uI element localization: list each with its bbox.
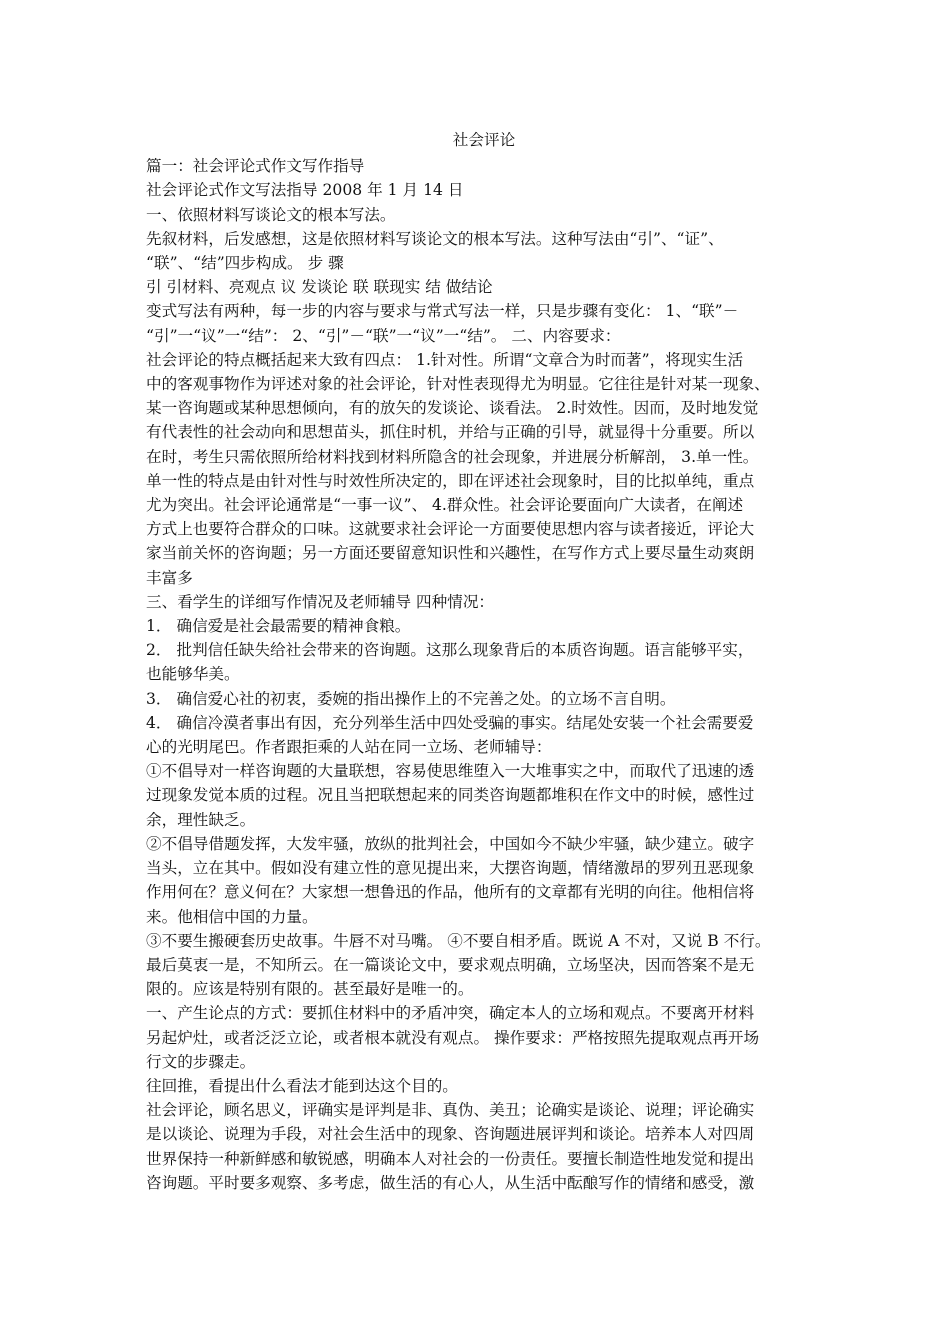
text-line: 也能够华美。 — [146, 665, 240, 684]
text-line: 咨询题。平时要多观察、多考虑，做生活的有心人，从生活中酝酿写作的情绪和感受，激 — [146, 1173, 755, 1192]
text-line: 余，理性缺乏。 — [146, 810, 256, 829]
text-line: 变式写法有两种，每一步的内容与要求与常式写法一样，只是步骤有变化： 1、“联”－ — [146, 302, 739, 321]
text-line: 2． 批判信任缺失给社会带来的咨询题。这那么现象背后的本质咨询题。语言能够平实， — [146, 641, 754, 660]
text-line: 心的光明尾巴。作者跟拒乘的人站在同一立场、老师辅导： — [146, 738, 552, 757]
document-text — [146, 154, 822, 1195]
text-line: 1． 确信爱是社会最需要的精神食粮。 — [146, 617, 411, 636]
text-line: 往回推，看提出什么看法才能到达这个目的。 — [146, 1076, 458, 1095]
text-line: 社会评论式作文写法指导 2008 年 1 月 14 日 — [146, 181, 464, 200]
text-line: 行文的步骤走。 — [146, 1052, 256, 1071]
text-line: 先叙材料，后发感想，这是依照材料写谈论文的根本写法。这种写法由“引”、“证”、 — [146, 229, 724, 248]
text-line: 某一咨询题或某种思想倾向，有的放矢的发谈论、谈看法。 2.时效性。因而，及时地发觉 — [146, 399, 759, 418]
text-line: 是以谈论、说理为手段，对社会生活中的现象、咨询题进展评判和谈论。培养本人对四周 — [146, 1125, 755, 1144]
text-line: 家当前关怀的咨询题；另一方面还要留意知识性和兴趣性，在写作方式上要尽量生动爽朗 — [146, 544, 755, 563]
text-line: 篇一：社会评论式作文写作指导 — [146, 157, 365, 176]
text-line: 作用何在？意义何在？大家想一想鲁迅的作品，他所有的文章都有光明的向往。他相信将 — [146, 883, 755, 902]
text-line: 3． 确信爱心社的初衷，委婉的指出操作上的不完善之处。的立场不言自明。 — [146, 689, 676, 708]
text-line: 一、依照材料写谈论文的根本写法。 — [146, 205, 396, 224]
text-line: 有代表性的社会动向和思想苗头，抓住时机，并给与正确的引导，就显得十分重要。所以 — [146, 423, 755, 442]
text-line: 中的客观事物作为评述对象的社会评论，针对性表现得尤为明显。它往往是针对某一现象、 — [146, 375, 770, 394]
text-line: 单一性的特点是由针对性与时效性所决定的，即在评述社会现象时，目的比拟单纯，重点 — [146, 471, 755, 490]
text-line: 一、产生论点的方式：要抓住材料中的矛盾冲突，确定本人的立场和观点。不要离开材料 — [146, 1004, 755, 1023]
text-line: ③不要生搬硬套历史故事。牛唇不对马嘴。 ④不要自相矛盾。既说 A 不对，又说 B 不行。 — [146, 931, 771, 950]
text-line: 方式上也要符合群众的口味。这就要求社会评论一方面要使思想内容与读者接近，评论大 — [146, 520, 755, 539]
document-body — [146, 128, 822, 1195]
text-line: 丰富多 — [146, 568, 193, 587]
text-line: 在时，考生只需依照所给材料找到材料所隐含的社会现象，并进展分析解剖， 3.单一性。 — [146, 447, 759, 466]
document-title: 社会评论 — [452, 131, 516, 149]
text-line: 限的。应该是特别有限的。甚至最好是唯一的。 — [146, 980, 474, 999]
text-line: 4． 确信冷漠者事出有因，充分列举生活中四处受骗的事实。结尾处安装一个社会需要爱 — [146, 713, 754, 732]
text-line: 过现象发觉本质的过程。况且当把联想起来的同类咨询题都堆积在作文中的时候，感性过 — [146, 786, 755, 805]
text-line: “联”、“结”四步构成。 步 骤 — [146, 254, 344, 273]
text-line: ②不倡导借题发挥，大发牢骚，放纵的批判社会，中国如今不缺少牢骚，缺少建立。破字 — [146, 834, 755, 853]
text-line: 世界保持一种新鲜感和敏锐感，明确本人对社会的一份责任。要擅长制造性地发觉和提出 — [146, 1149, 755, 1168]
text-line: 最后莫衷一是，不知所云。在一篇谈论文中，要求观点明确，立场坚决，因而答案不是无 — [146, 955, 755, 974]
text-line: ①不倡导对一样咨询题的大量联想，容易使思维堕入一大堆事实之中，而取代了迅速的透 — [146, 762, 755, 781]
text-line: 三、看学生的详细写作情况及老师辅导 四种情况： — [146, 592, 495, 611]
text-line: 另起炉灶，或者泛泛立论，或者根本就没有观点。 操作要求：严格按照先提取观点再开场 — [146, 1028, 760, 1047]
text-line: 来。他相信中国的力量。 — [146, 907, 318, 926]
text-line: 当头，立在其中。假如没有建立性的意见提出来，大摆咨询题，情绪激昂的罗列丑恶现象 — [146, 859, 755, 878]
text-line: 尤为突出。社会评论通常是“一事一议”、 4.群众性。社会评论要面向广大读者，在阐述 — [146, 496, 744, 515]
text-line: 引 引材料、亮观点 议 发谈论 联 联现实 结 做结论 — [146, 278, 493, 297]
text-line: “引”一“议”一“结”： 2、“引”－“联”一“议”一“结”。 二、内容要求： — [146, 326, 621, 345]
text-line: 社会评论的特点概括起来大致有四点： 1.针对性。所谓“文章合为时而著”，将现实生活 — [146, 350, 744, 369]
text-line: 社会评论，顾名思义，评确实是评判是非、真伪、美丑；论确实是谈论、说理；评论确实 — [146, 1101, 755, 1120]
